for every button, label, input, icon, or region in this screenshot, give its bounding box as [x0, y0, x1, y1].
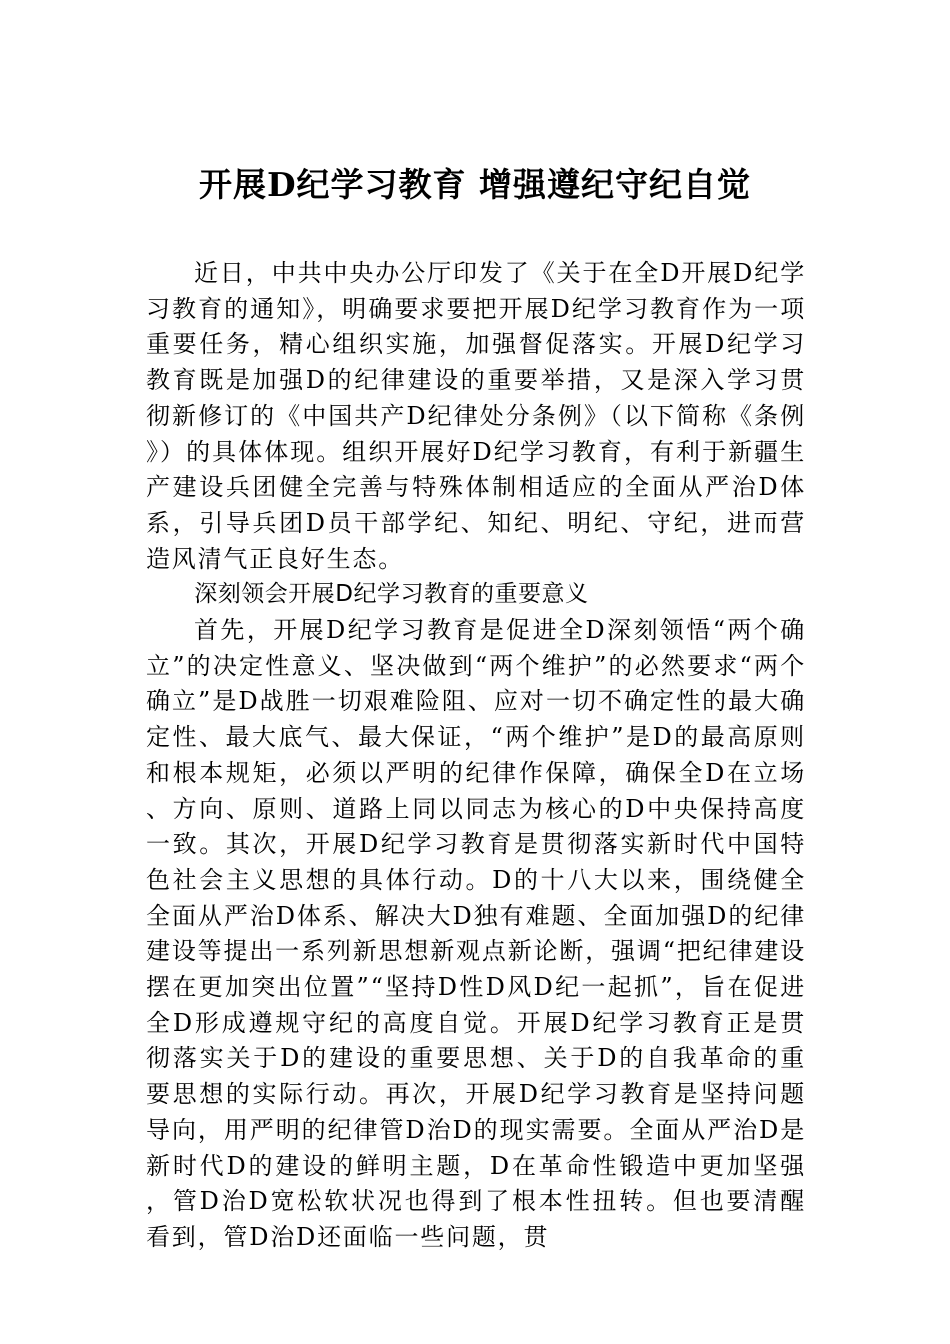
- document-body: [146, 256, 806, 1256]
- paragraph-significance: 首先，开展D纪学习教育是促进全D深刻领悟“两个确立”的决定性意义、坚决做到“两个维护”的必然要求“两个确立”是D战胜一切艰难险阻、应对一切不确定性的最大确定性、最大底气、最大保证，“两个维护”是D的最高原则和根本规矩，必须以严明的纪律作保障，确保全D在立场、方向、原则、道路上同以同志为核心的D中央保持高度一致。其次，开展D纪学习教育是贯彻落实新时代中国特色社会主义思想的具体行动。D的十八大以来，围绕健全全面从严治D体系、解决大D独有难题、全面加强D的纪律建设等提出一系列新思想新观点新论断，强调“把纪律建设摆在更加突出位置”“坚持D性D风D纪一起抓”，旨在促进全D形成遵规守纪的高度自觉。开展D纪学习教育正是贯彻落实关于D的建设的重要思想、关于D的自我革命的重要思想的实际行动。再次，开展D纪学习教育是坚持问题导向，用严明的纪律管D治D的现实需要。全面从严治D是新时代D的建设的鲜明主题，D在革命性锻造中更加坚强，管D治D宽松软状况也得到了根本性扭转。但也要清醒看到，管D治D还面临一些问题，贯: [146, 616, 806, 1251]
- paragraph-intro: 近日，中共中央办公厅印发了《关于在全D开展D纪学习教育的通知》，明确要求要把开展D纪学习教育作为一项重要任务，精心组织实施，加强督促落实。开展D纪学习教育既是加强D的纪律建设的重要举措，又是深入学习贯彻新修订的《中国共产D纪律处分条例》（以下简称《条例》）的具体体现。组织开展好D纪学习教育，有利于新疆生产建设兵团健全完善与特殊体制相适应的全面从严治D体系，引导兵团D员干部学纪、知纪、明纪、守纪，进而营造风清气正良好生态。: [146, 259, 806, 573]
- section-heading: 深刻领会开展D纪学习教育的重要意义: [194, 581, 589, 608]
- document-title: 开展D纪学习教育 增强遵纪守纪自觉: [198, 165, 752, 204]
